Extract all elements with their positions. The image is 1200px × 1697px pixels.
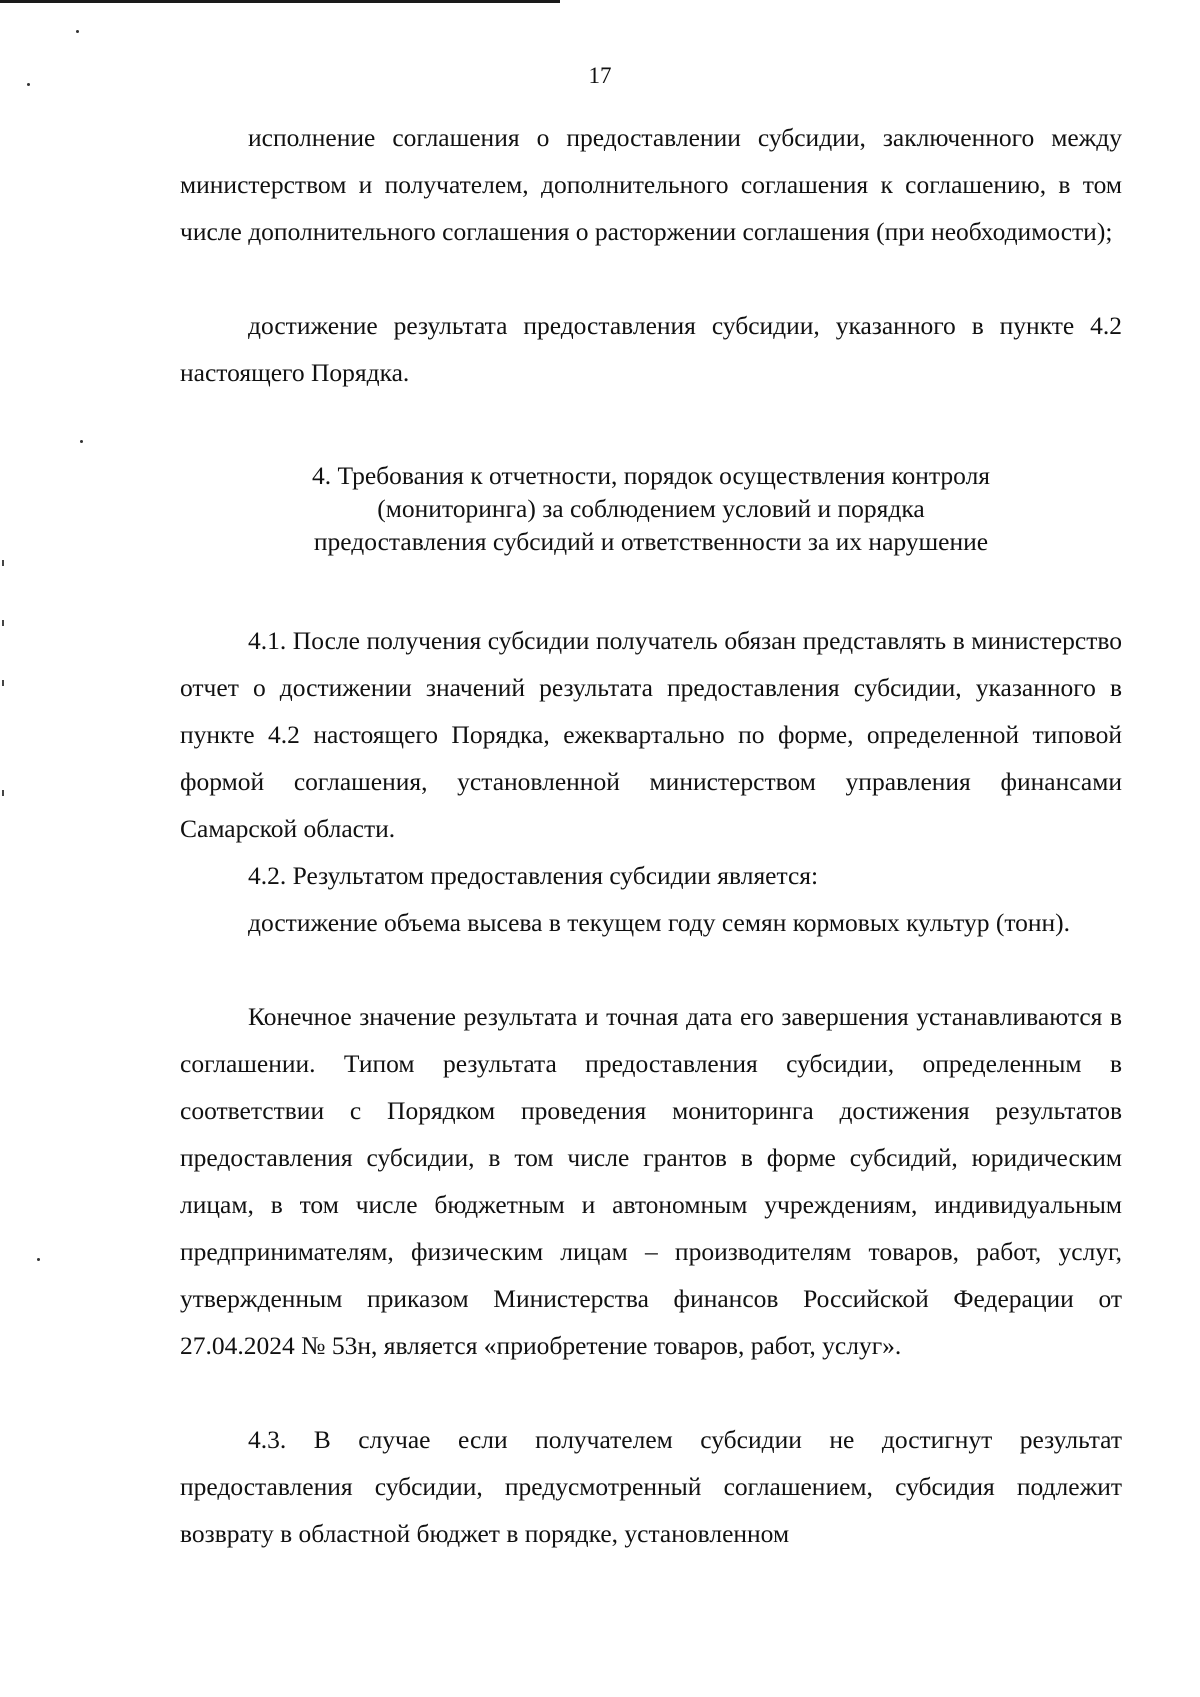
scan-edge-mark bbox=[2, 790, 4, 796]
paragraph-sowing-volume: достижение объема высева в текущем году семян кормовых культур (тонн). bbox=[248, 908, 1071, 937]
paragraph-execution: исполнение соглашения о предоставлении субсидии, заключенного между министерством и получателем, дополнительного соглашения к соглашению, в том числе дополнительного соглашения о расторжении соглашения (при необходимости); bbox=[180, 123, 1122, 246]
page-number: 17 bbox=[588, 63, 612, 88]
section-heading-line: предоставления субсидий и ответственности за их нарушение bbox=[313, 527, 989, 556]
scan-edge-mark bbox=[2, 560, 4, 566]
scan-top-rule bbox=[0, 0, 560, 3]
scan-speck bbox=[76, 30, 79, 33]
paragraph-4-2: 4.2. Результатом предоставления субсидии является: bbox=[248, 861, 819, 890]
scan-speck bbox=[37, 1258, 40, 1261]
paragraph-4-1: 4.1. После получения субсидии получатель обязан представлять в министерство отчет о достижении значений результата предоставления субсидии, указанного в пункте 4.2 настоящего Порядка, ежеквартально по форме, определенной типовой формой соглашения, установленной министерством управления финансами Самарской области. bbox=[180, 626, 1122, 843]
section-heading-line: 4. Требования к отчетности, порядок осуществления контроля bbox=[311, 461, 991, 490]
scan-edge-mark bbox=[2, 680, 4, 686]
scan-edge-mark bbox=[2, 620, 4, 626]
paragraph-final-value: Конечное значение результата и точная дата его завершения устанавливаются в соглашении. Типом результата предоставления субсидии, определенным в соответствии с Порядком проведения мониторинга достижения результатов предоставления субсидии, в том числе грантов в форме субсидий, юридическим лицам, в том числе бюджетным и автономным учреждениям, индивидуальным предпринимателям, физическим лицам – производителям товаров, работ, услуг, утвержденным приказом Министерства финансов Российской Федерации от 27.04.2024 № 53н, является «приобретение товаров, работ, услуг». bbox=[180, 1002, 1122, 1360]
section-heading bbox=[180, 459, 1122, 558]
paragraph-4-3: 4.3. В случае если получателем субсидии не достигнут результат предоставления субсидии, предусмотренный соглашением, субсидия подлежит возврату в областной бюджет в порядке, установленном bbox=[180, 1425, 1122, 1548]
paragraph-result-achievement: достижение результата предоставления субсидии, указанного в пункте 4.2 настоящего Порядка. bbox=[180, 311, 1122, 387]
section-heading-line: (мониторинга) за соблюдением условий и порядка bbox=[377, 494, 925, 523]
scan-speck bbox=[80, 440, 83, 443]
